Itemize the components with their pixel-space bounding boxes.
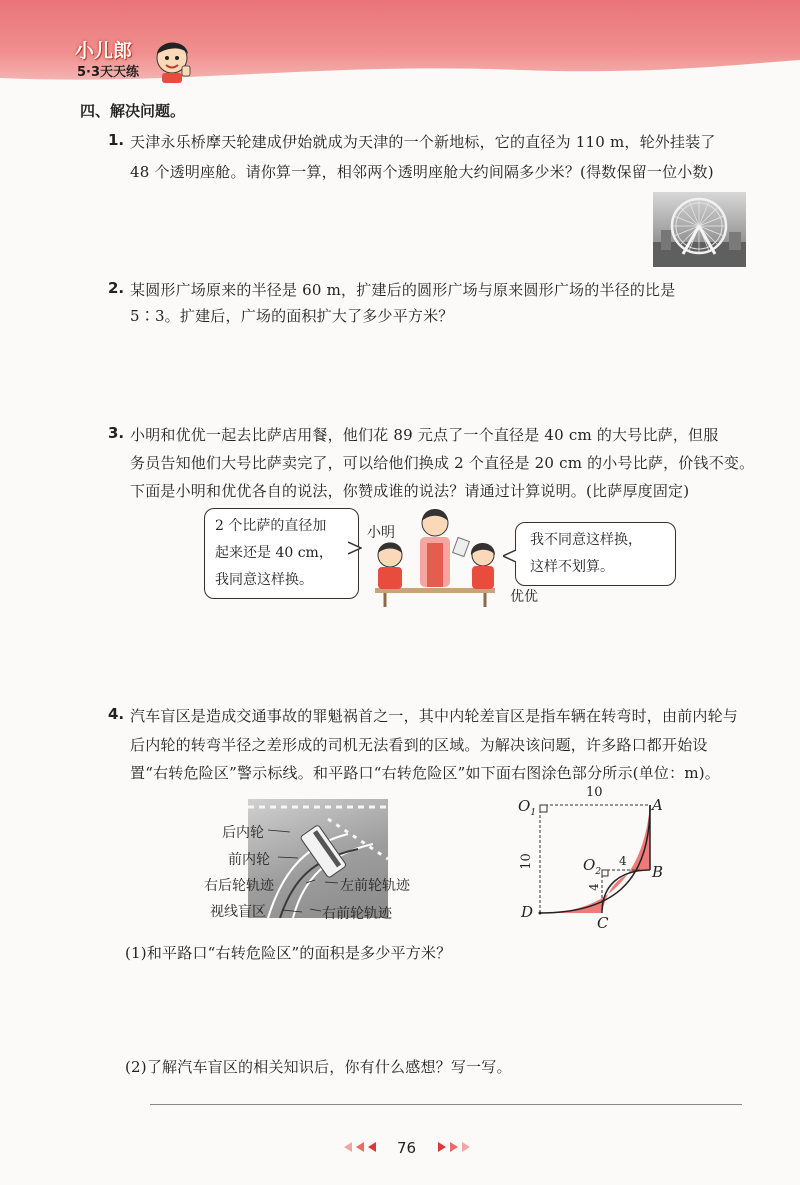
bubble-tail-icon [503, 548, 517, 564]
answer-line [150, 1104, 742, 1105]
q4-sub1: (1)和平路口“右转危险区”的面积是多少平方米？ [125, 944, 452, 962]
label-o2-down: 4 [586, 883, 601, 891]
q4-sub2: (2)了解汽车盲区的相关知识后，你有什么感想？写一写。 [125, 1058, 512, 1076]
label-C: C [597, 914, 609, 932]
mascot-boy-icon [150, 36, 196, 84]
bubble-line: 这样不划算。 [530, 559, 614, 575]
label-left-front-track: 左前轮轨迹 [340, 878, 410, 894]
brand-subtitle: 5·3天天练 [77, 65, 140, 80]
q4-line: 后内轮的转弯半径之差形成的司机无法看到的区域。为解决该问题，许多路口都开始设 [130, 736, 708, 754]
label-right-rear-track: 右后轮轨迹 [204, 878, 274, 894]
label-O2-sub: 2 [595, 867, 602, 877]
label-B: B [652, 863, 664, 881]
bubble-line: 起来还是 40 cm， [215, 545, 333, 561]
q1-number: 1. [108, 131, 125, 149]
name-youyou: 优优 [510, 589, 538, 605]
section-title: 四、解决问题。 [80, 102, 186, 120]
q2-line: 5∶3。扩建后，广场的面积扩大了多少平方米？ [130, 307, 454, 325]
bubble-line: 我不同意这样换， [530, 532, 642, 548]
q3-number: 3. [108, 424, 125, 442]
q2-line: 某圆形广场原来的半径是 60 m，扩建后的圆形广场与原来圆形广场的半径的比是 [130, 281, 676, 299]
q3-line: 小明和优优一起去比萨店用餐，他们花 89 元点了一个直径是 40 cm 的大号比萨，但服 [130, 426, 719, 444]
right-arrows-icon [437, 1141, 477, 1153]
q2-number: 2. [108, 279, 125, 297]
label-top-length: 10 [586, 785, 603, 800]
label-blind-zone: 视线盲区 [210, 904, 266, 920]
children-waiter-illustration [365, 503, 505, 608]
q4-number: 4. [108, 705, 125, 723]
q1-line: 48 个透明座舱。请你算一算，相邻两个透明座舱大约间隔多少米？(得数保留一位小数) [130, 163, 714, 181]
name-xiaoming: 小明 [367, 525, 395, 541]
label-O2 [583, 856, 601, 877]
label-rear-inner: 后内轮 [222, 825, 264, 841]
q1-line: 天津永乐桥摩天轮建成伊始就成为天津的一个新地标，它的直径为 110 m，轮外挂装了 [130, 133, 716, 151]
q3-line: 下面是小明和优优各自的说法，你赞成谁的说法？请通过计算说明。(比萨厚度固定) [130, 482, 690, 500]
brand-title: 小儿郎 [75, 40, 133, 62]
label-D: D [521, 903, 534, 921]
q3-line: 务员告知他们大号比萨卖完了，可以给他们换成 2 个直径是 20 cm 的小号比萨，价钱不变。 [130, 454, 755, 472]
label-O1-letter: O [518, 797, 531, 815]
q4-line: 汽车盲区是造成交通事故的罪魁祸首之一，其中内轮差盲区是指车辆在转弯时，由前内轮与 [130, 707, 739, 725]
label-right-front-track: 右前轮轨迹 [322, 906, 392, 922]
speech-bubble-youyou [515, 522, 676, 586]
photo-leader-lines [200, 800, 400, 920]
bubble-line: 2 个比萨的直径加 [215, 518, 327, 534]
ferris-wheel-photo [653, 192, 746, 267]
label-A: A [652, 796, 663, 814]
bubble-tail-icon [348, 540, 362, 556]
label-O2-letter: O [583, 856, 596, 874]
label-O1 [518, 797, 536, 818]
label-left-length: 10 [518, 853, 534, 870]
label-O1-sub: 1 [530, 808, 537, 818]
bubble-line: 我同意这样换。 [215, 572, 313, 588]
label-o2-right: 4 [619, 854, 627, 868]
label-front-inner: 前内轮 [228, 852, 270, 868]
speech-bubble-xiaoming [204, 508, 359, 599]
page-number: 76 [397, 1139, 417, 1157]
q4-line: 置“右转危险区”警示标线。和平路口“右转危险区”如下面右图涂色部分所示(单位：m)。 [130, 764, 721, 782]
left-arrows-icon [343, 1141, 383, 1153]
